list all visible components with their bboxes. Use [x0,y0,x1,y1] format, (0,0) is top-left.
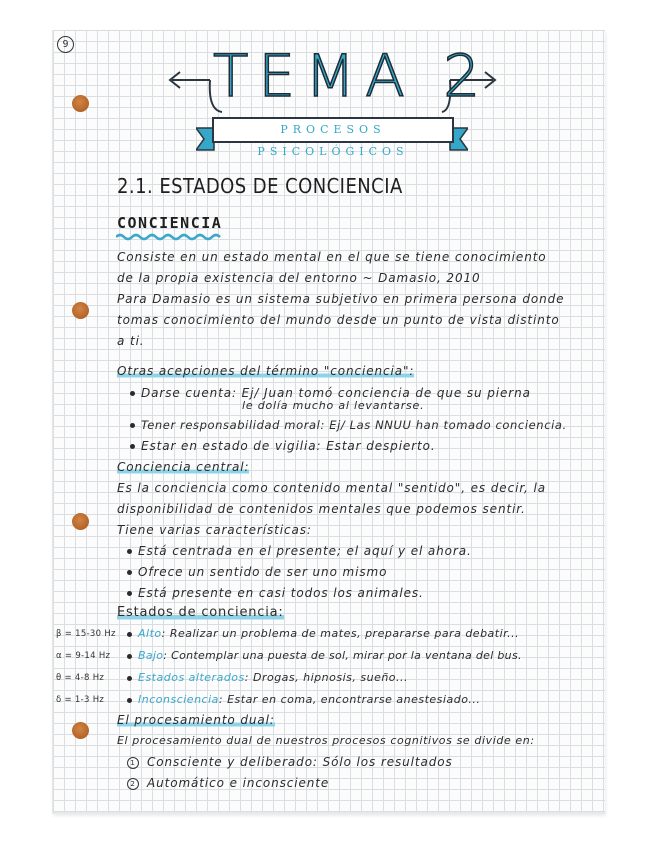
binder-hole [72,95,89,112]
bullet-icon [127,549,132,554]
page-number: 9 [57,36,74,53]
bullet-icon [127,632,132,637]
list-item: Estados alterados: Drogas, hipnosis, sueño... [127,671,408,684]
heading-procesamiento-dual: El procesamiento dual: [117,713,275,727]
text-line: Consiste en un estado mental en el que se tiene conocimiento [117,250,547,264]
number-circle-icon: 1 [127,757,139,769]
text-line: Para Damasio es un sistema subjetivo en primera persona donde [117,292,565,306]
list-item: Está presente en casi todos los animales. [127,586,424,600]
bullet-icon [130,391,135,396]
number-circle-icon: 2 [127,778,139,790]
bullet-icon [130,423,135,428]
list-item: Tener responsabilidad moral: Ej/ Las NNUU han tomado conciencia. [130,418,567,432]
bullet-icon [127,654,132,659]
binder-hole [72,302,89,319]
binder-hole [72,722,89,739]
bullet-icon [127,591,132,596]
list-item: Ofrece un sentido de ser uno mismo [127,565,387,579]
heading-conciencia-central: Conciencia central: [117,460,250,474]
text-line: disponibilidad de contenidos mentales que podemos sentir. [117,502,526,516]
list-item: 2 Automático e inconsciente [127,776,329,790]
list-item: Estar en estado de vigilia: Estar despierto. [130,439,436,453]
text-line: Tiene varias características: [117,523,312,537]
bullet-icon [127,676,132,681]
list-item: Está centrada en el presente; el aquí y el ahora. [127,544,472,558]
title-banner: PROCESOS PSICOLÓGICOS [212,117,454,143]
text-line: le dolía mucho al levantarse. [242,399,425,412]
list-item: Bajo: Contemplar una puesta de sol, mirar por la ventana del bus. [127,649,522,662]
frequency-note: β = 15-30 Hz [56,629,116,639]
list-item: 1 Consciente y deliberado: Sólo los resultados [127,755,453,769]
frequency-note: α = 9-14 Hz [56,651,111,661]
heading-estados-conciencia: Estados de conciencia: [117,605,284,620]
bullet-icon [130,444,135,449]
frequency-note: θ = 4-8 Hz [56,673,105,683]
heading-conciencia: CONCIENCIA [117,214,223,232]
text-line: El procesamiento dual de nuestros procesos cognitivos se divide en: [117,734,535,747]
text-line: Es la conciencia como contenido mental "sentido", es decir, la [117,481,546,495]
frequency-note: δ = 1-3 Hz [56,695,105,705]
wavy-underline-icon [116,233,224,241]
binder-hole [72,513,89,530]
section-title: 2.1. ESTADOS DE CONCIENCIA [117,174,403,198]
list-item: Inconsciencia: Estar en coma, encontrarse anestesiado... [127,693,480,706]
bullet-icon [127,698,132,703]
page-title: TEMA 2 [213,42,491,110]
text-line: tomas conocimiento del mundo desde un punto de vista distinto [117,313,560,327]
list-item: Darse cuenta: Ej/ Juan tomó conciencia de que su pierna [130,386,531,400]
text-line: de la propia existencia del entorno ~ Damasio, 2010 [117,271,481,285]
text-line: a ti. [117,334,145,348]
list-item: Alto: Realizar un problema de mates, prepararse para debatir... [127,627,519,640]
bullet-icon [127,570,132,575]
heading-otras-acepciones: Otras acepciones del término "conciencia": [117,364,415,378]
